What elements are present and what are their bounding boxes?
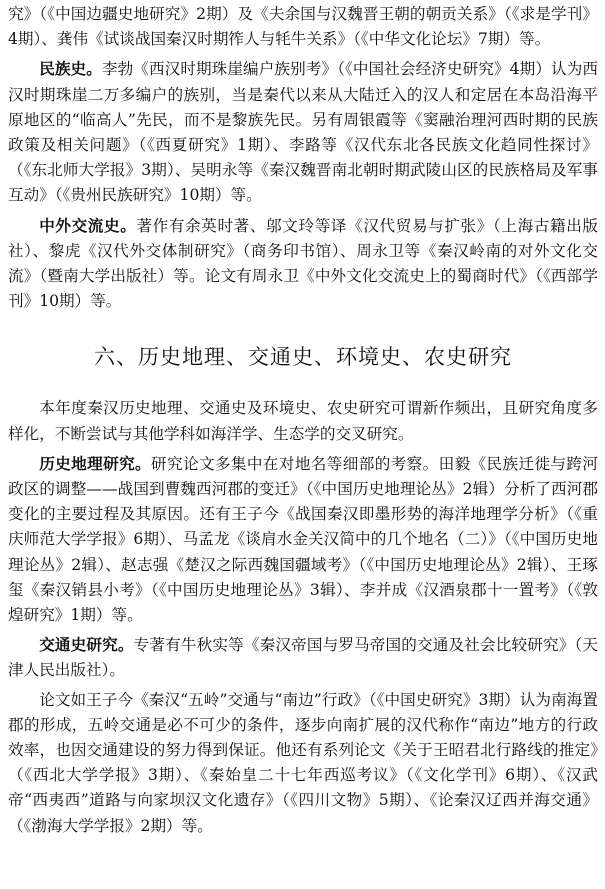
paragraph-historical-geography-body: 研究论文多集中在对地名等细部的考察。田毅《民族迁徙与跨河政区的调整——战国到曹魏西河郡的变迁》（《中国历史地理论丛》2辑）分析了西河郡变化的主要过程及其原因。还有王子今《战国秦汉即墨形势的海洋地理学分析》（《重庆师范大学学报》6期）、马孟龙《谈肩水金关汉简中的几个地名（二）》（《中国历史地理论丛》2辑）、赵志强《楚汉之际西魏国疆域考》（《中国历史地理论丛》2辑）、王琢玺《秦汉销县小考》（《中国历史地理论丛》3辑）、李并成《汉酒泉郡十一置考》（《敦煌研究》1期）等。 [8,454,598,625]
paragraph-continuation: 究》（《中国边疆史地研究》2期）及《夫余国与汉魏晋王朝的朝贡关系》（《求是学刊》4期）、龚伟《试谈战国秦汉时期筰人与牦牛关系》（《中华文化论坛》7期）等。 [8,5,598,49]
subsection-heading-foreign-exchange: 中外交流史。 [39,215,137,235]
paragraph-section-intro: 本年度秦汉历史地理、交通史及环境史、农史研究可谓新作频出，且研究角度多样化，不断尝试与其他学科如海洋学、生态学的交叉研究。 [8,399,598,443]
paragraph-transport-history [8,632,598,683]
paragraph-ethnic-history-body: 李勃《西汉时期珠崖编户族别考》（《中国社会经济史研究》4期）认为西汉时期珠崖二万多编户的族别，当是秦代以来从大陆迁入的汉人和定居在本岛沿海平原地区的“临高人”先民，而不是黎族先民。另有周银霞等《窦融治理河西时期的民族政策及相关问题》（《西夏研究》1期）、李路等《汉代东北各民族文化趋同性探讨》（《东北师大学报》3期）、吴明永等《秦汉魏晋南北朝时期武陵山区的民族格局及军事互动》（《贵州民族研究》10期）等。 [8,60,598,205]
section-heading: 六、历史地理、交通史、环境史、农史研究 [94,345,512,370]
paragraph-historical-geography [8,451,598,628]
subsection-heading-ethnic-history: 民族史。 [39,59,102,79]
subsection-heading-historical-geography: 历史地理研究。 [39,453,152,473]
document-page [8,2,598,839]
paragraph-foreign-exchange-body: 著作有余英时著、邬文玲等译《汉代贸易与扩张》（上海古籍出版社）、黎虎《汉代外交体制研究》（商务印书馆）、周永卫等《秦汉岭南的对外文化交流》（暨南大学出版社）等。论文有周永卫《中外文化交流史上的蜀商时代》（《西部学刊》10期）等。 [8,216,598,311]
paragraph-foreign-exchange [8,213,598,315]
subsection-heading-transport-history: 交通史研究。 [39,635,134,655]
paragraph-ethnic-history [8,56,598,208]
section-heading-wrapper [8,342,598,372]
paragraph-transport-articles: 论文如王子今《秦汉“五岭”交通与“南边”行政》（《中国史研究》3期）认为南海置郡的形成，五岭交通是必不可少的条件，逐步向南扩展的汉代称作“南边”地方的行政效率，也因交通建设的努力得到保证。他还有系列论文《关于王昭君北行路线的推定》（《西北大学学报》3期）、《秦始皇二十七年西巡考议》（《文化学刊》6期）、《汉武帝“西夷西”道路与向家坝汉文化遗存》（《四川文物》5期）、《论秦汉辽西并海交通》（《渤海大学学报》2期）等。 [8,690,598,835]
paragraph-transport-history-body: 专著有牛秋实等《秦汉帝国与罗马帝国的交通及社会比较研究》（天津人民出版社）。 [8,636,598,680]
